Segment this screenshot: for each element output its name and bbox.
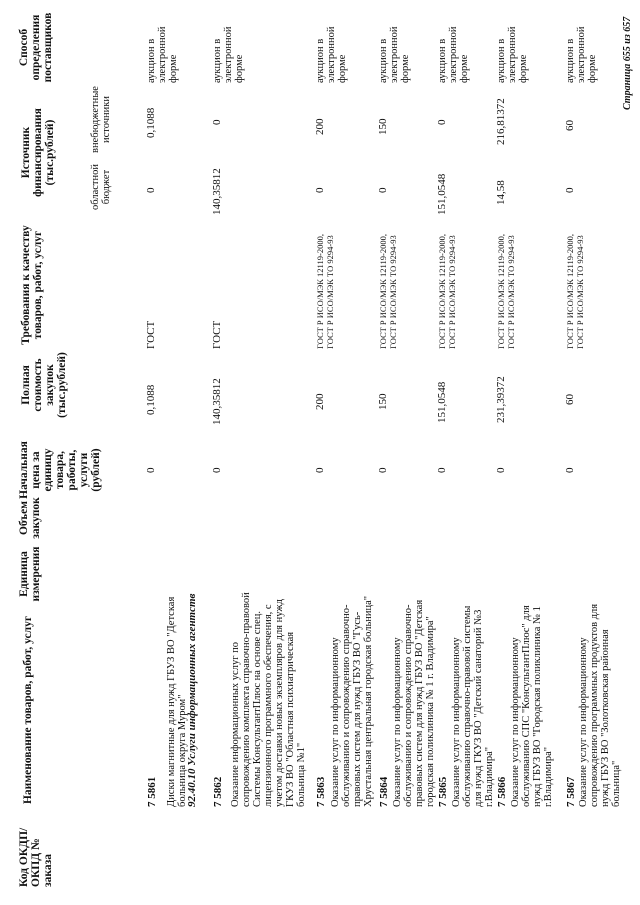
row-method: аукцион в электронной форме <box>146 26 179 83</box>
row-requirements: ГОСТ Р ИСО/МЭК 12119-2000, ГОСТ Р ИСО/МЭК ТО 9294-93 <box>315 234 335 349</box>
row-name: Оказание информационных услуг по сопровождению комплекта справочно-правовой Системы КонсультантПлюс на основе спец. лицензионного программного обеспечения, с учетом доставки новых экземпляров для нужд ГКУЗ ВО "Областная психиатрическая больница №1" <box>230 592 307 807</box>
row-start-price: 0 <box>145 467 157 473</box>
row-code: 7 5862 <box>212 776 224 807</box>
row-requirements: ГОСТ Р ИСО/МЭК 12119-2000, ГОСТ Р ИСО/МЭК ТО 9294-93 <box>378 234 398 349</box>
row-total: 60 <box>564 394 576 405</box>
row-extra: 0,1088 <box>145 107 157 138</box>
row-name: Оказание услуг по информационному обслуживанию и сопровождению справочно-правовых систем для нужд ГБУЗ ВО "Гусь-Хрустальная центральная городская больница" <box>330 595 374 807</box>
row-name: Оказание услуг по информационному сопровождению программных продуктов для нужд ГБУЗ ВО "Золотковская районная больница" <box>578 603 622 807</box>
row-requirements: ГОСТ <box>211 320 223 349</box>
row-name: Оказание услуг по информационному обслуживанию справочно-правовой системы для нужд ГКУЗ ВО "Детский санаторий №3 г.Владимира" <box>451 605 495 807</box>
row-method: аукцион в электронной форме <box>378 26 411 83</box>
header-start-price: Начальная цена за единицу товара, работы, услуги (рублей) <box>18 441 102 499</box>
row-extra: 0 <box>211 119 223 125</box>
row-code: 7 5863 <box>315 776 327 807</box>
row-regional: 0 <box>377 187 389 193</box>
row-regional: 151,0548 <box>436 173 448 215</box>
row-total: 140,35812 <box>211 378 223 425</box>
header-volume: Объем закупок <box>18 497 42 539</box>
header-code: Код ОКДП/ ОКПД № заказа <box>18 827 54 887</box>
row-start-price: 0 <box>495 467 507 473</box>
row-extra: 150 <box>377 118 389 135</box>
row-method: аукцион в электронной форме <box>565 26 598 83</box>
row-requirements: ГОСТ Р ИСО/МЭК 12119-2000, ГОСТ Р ИСО/МЭК ТО 9294-93 <box>565 234 585 349</box>
row-name: Оказание услуг по информационному обслуживанию СПС "КонсультантПлюс" для нужд ГБУЗ ВО "Городская поликлиника № 1 г.Владимира" <box>510 605 554 807</box>
row-total: 200 <box>314 393 326 410</box>
row-total: 231,39372 <box>495 376 507 423</box>
row-method: аукцион в электронной форме <box>315 26 348 83</box>
row-method: аукцион в электронной форме <box>496 26 529 83</box>
row-code: 7 5864 <box>378 776 390 807</box>
row-requirements: ГОСТ Р ИСО/МЭК 12119-2000, ГОСТ Р ИСО/МЭК ТО 9294-93 <box>496 234 516 349</box>
row-start-price: 0 <box>314 467 326 473</box>
row-regional: 0 <box>314 187 326 193</box>
row-method: аукцион в электронной форме <box>437 26 470 83</box>
row-extra: 0 <box>436 119 448 125</box>
row-name: Диски магнитные для нужд ГБУЗ ВО "Детская больница округа Муром" <box>166 596 188 807</box>
row-code: 7 5866 <box>496 776 508 807</box>
header-funding-extra: внебюджетные источники <box>90 86 112 153</box>
row-total: 0,1088 <box>145 384 157 415</box>
row-extra: 60 <box>564 120 576 131</box>
row-total: 150 <box>377 393 389 410</box>
row-regional: 0 <box>564 187 576 193</box>
header-name: Наименование товаров, работ, услуг <box>22 615 34 805</box>
header-funding-regional: областной бюджет <box>90 164 112 210</box>
row-start-price: 0 <box>377 467 389 473</box>
row-extra: 200 <box>314 118 326 135</box>
row-name: Оказание услуг по информационному обслуживанию и сопровождению справочно-правовых систем для нужд ГБУЗ ВО "Детская городская поликлиника № 1 г. Владимира" <box>392 599 436 807</box>
row-code: 7 5865 <box>437 776 449 807</box>
section-title: 92.40.10 Услуги информационных агентств <box>186 593 198 807</box>
header-funding: Источник финансирования (тыс.рублей) <box>20 108 56 197</box>
row-requirements: ГОСТ Р ИСО/МЭК 12119-2000, ГОСТ Р ИСО/МЭК ТО 9294-93 <box>437 234 457 349</box>
header-total-cost: Полная стоимость закупок (тыс.рублей) <box>20 352 68 418</box>
row-start-price: 0 <box>564 467 576 473</box>
row-start-price: 0 <box>211 467 223 473</box>
row-code: 7 5861 <box>146 776 158 807</box>
row-total: 151,0548 <box>436 381 448 423</box>
row-regional: 14,58 <box>495 180 507 205</box>
row-extra: 216,81372 <box>495 98 507 145</box>
row-requirements: ГОСТ <box>145 320 157 349</box>
row-regional: 140,35812 <box>211 168 223 215</box>
row-code: 7 5867 <box>565 776 577 807</box>
row-method: аукцион в электронной форме <box>212 26 245 83</box>
page-number: Страница 655 из 657 <box>622 16 633 110</box>
row-regional: 0 <box>145 187 157 193</box>
header-requirements: Требования к качеству товаров, работ, услуг <box>20 225 44 345</box>
header-method: Способ определения поставщиков <box>18 12 54 83</box>
header-unit: Единица измерения <box>18 546 42 602</box>
row-start-price: 0 <box>436 467 448 473</box>
